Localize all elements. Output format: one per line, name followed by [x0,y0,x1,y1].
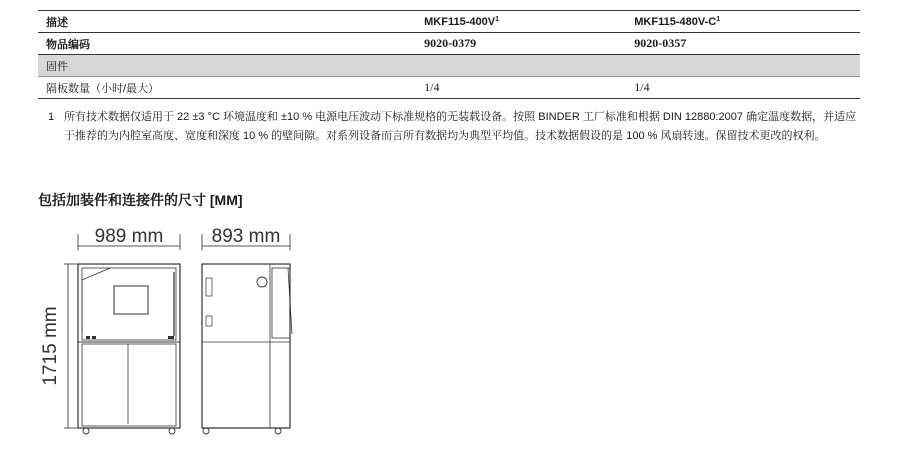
height-dimension-label: 1715 mm [40,306,61,386]
footnote-number: 1 [48,111,55,123]
table-row-section-fixtures [38,55,860,77]
section-title: 包括加装件和连接件的尺寸 [MM] [38,192,243,208]
item-code-2: 9020-0357 [626,33,860,55]
shelf-count-2: 1/4 [626,77,860,99]
item-code-1: 9020-0379 [416,33,626,55]
footnote-text: 所有技术数据仅适用于 22 ±3 °C 环境温度和 ±10 % 电源电压波动下标准规格的无装载设备。按照 BINDER 工厂标准和根据 DIN 12880:2007 确定温度数据，并适应于推荐的为内腔室高度、宽度和深度 10 % 的壁间隙。对系列设备而言所有数据均为典型平均值。技术数据假设的是 100 % 风扇转速。保留技术更改的权利。 [64,111,857,142]
table-row-description [38,11,860,33]
section-label: 固件 [38,55,860,77]
width-dimension-label: 989 mm [94,226,164,247]
shelf-count-1: 1/4 [416,77,626,99]
front-view [78,264,180,434]
row-label: 物品编码 [38,33,416,55]
footnote [48,108,860,146]
table-row-shelves [38,77,860,99]
row-label: 描述 [38,11,416,33]
model-name-2: $MKF115-480V-C^1$ [626,11,860,33]
model-name-1: $MKF115-400V^1$ [416,11,626,33]
spec-table [38,10,860,99]
row-label: 隔板数量（小时/最大） [38,77,416,99]
table-row-item-code [38,33,860,55]
side-view [202,264,292,434]
dimension-drawing [30,224,310,452]
depth-dimension-label: 893 mm [211,226,281,247]
